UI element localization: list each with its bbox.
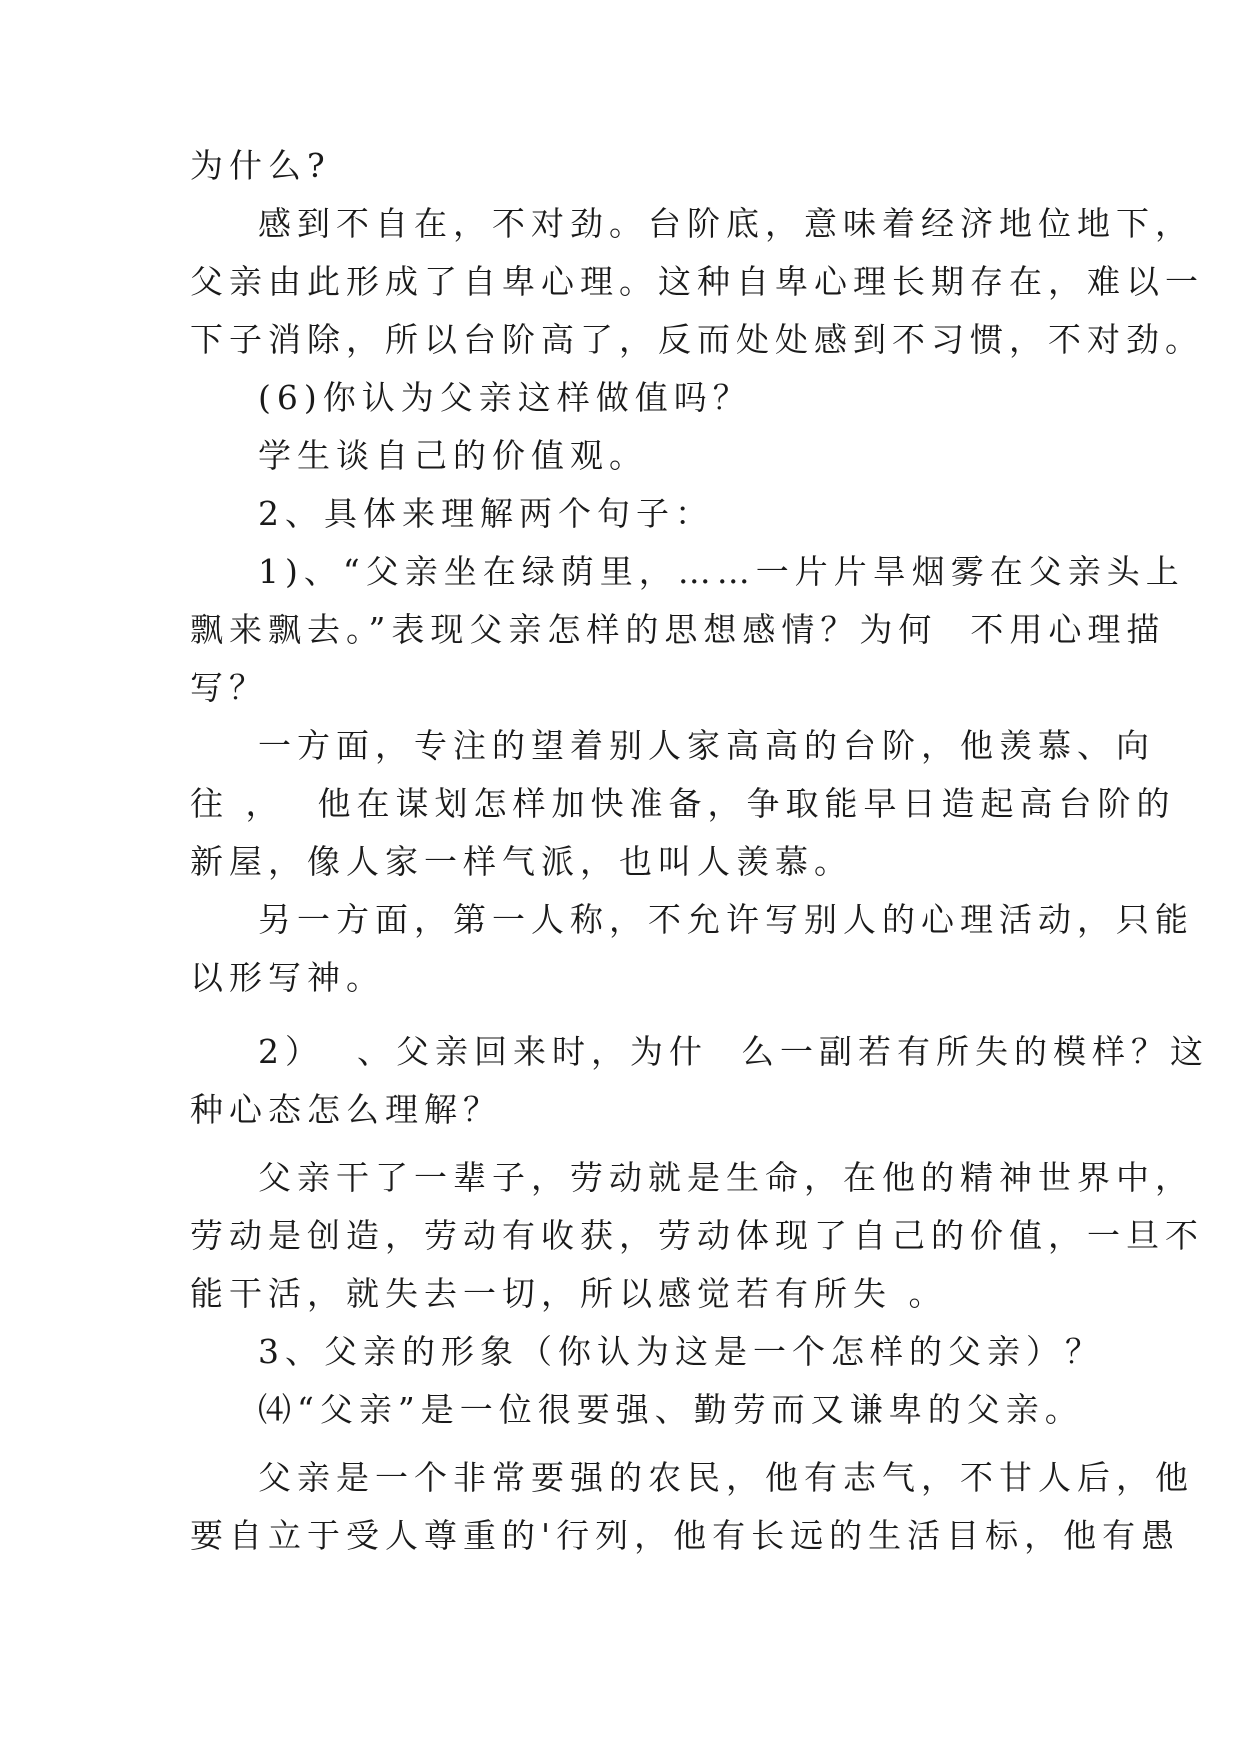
text-line: 父亲干了一辈子，劳动就是生命，在他的精神世界中， [258,1158,1194,1197]
text-line: 3、父亲的形象（你认为这是一个怎样的父亲）？ [258,1332,1104,1371]
text-line: 父亲由此形成了自卑心理。这种自卑心理长期存在，难以一 [190,262,1204,301]
text-line: 往 ， 他在谋划怎样加快准备，争取能早日造起高台阶的 [190,784,1176,823]
text-line: 2） 、父亲回来时，为什 么一副若有所失的模样？这 [258,1032,1209,1071]
text-line: 要自立于受人尊重的'行列，他有长远的生活目标，他有愚 [190,1516,1181,1555]
text-line: 飘来飘去。”表现父亲怎样的思想感情？为何 不用心理描 [190,610,1166,649]
text-line: 下子消除，所以台阶高了，反而处处感到不习惯，不对劲。 [190,320,1204,359]
text-line: 劳动是创造，劳动有收获，劳动体现了自己的价值，一旦不 [190,1216,1204,1255]
text-line: (6)你认为父亲这样做值吗？ [258,378,752,417]
text-line: 2、具体来理解两个句子： [258,494,714,533]
text-line: 新屋，像人家一样气派，也叫人羡慕。 [190,842,853,881]
text-line: ⑷“父亲”是一位很要强、勤劳而又谦卑的父亲。 [258,1390,1084,1429]
text-line: 种心态怎么理解？ [190,1090,502,1129]
text-line: 感到不自在，不对劲。台阶底，意味着经济地位地下， [258,204,1194,243]
text-line: 为什么? [190,146,331,185]
text-line: 1)、“父亲坐在绿荫里，……一片片旱烟雾在父亲头上 [258,552,1185,591]
text-line: 一方面，专注的望着别人家高高的台阶，他羡慕、向 [258,726,1155,765]
text-line: 另一方面，第一人称，不允许写别人的心理活动，只能 [258,900,1194,939]
text-line: 能干活，就失去一切，所以感觉若有所失 。 [190,1274,948,1313]
text-line: 写？ [190,668,268,707]
text-line: 以形写神。 [190,958,385,997]
text-line: 学生谈自己的价值观。 [258,436,648,475]
text-line: 父亲是一个非常要强的农民，他有志气，不甘人后，他 [258,1458,1194,1497]
